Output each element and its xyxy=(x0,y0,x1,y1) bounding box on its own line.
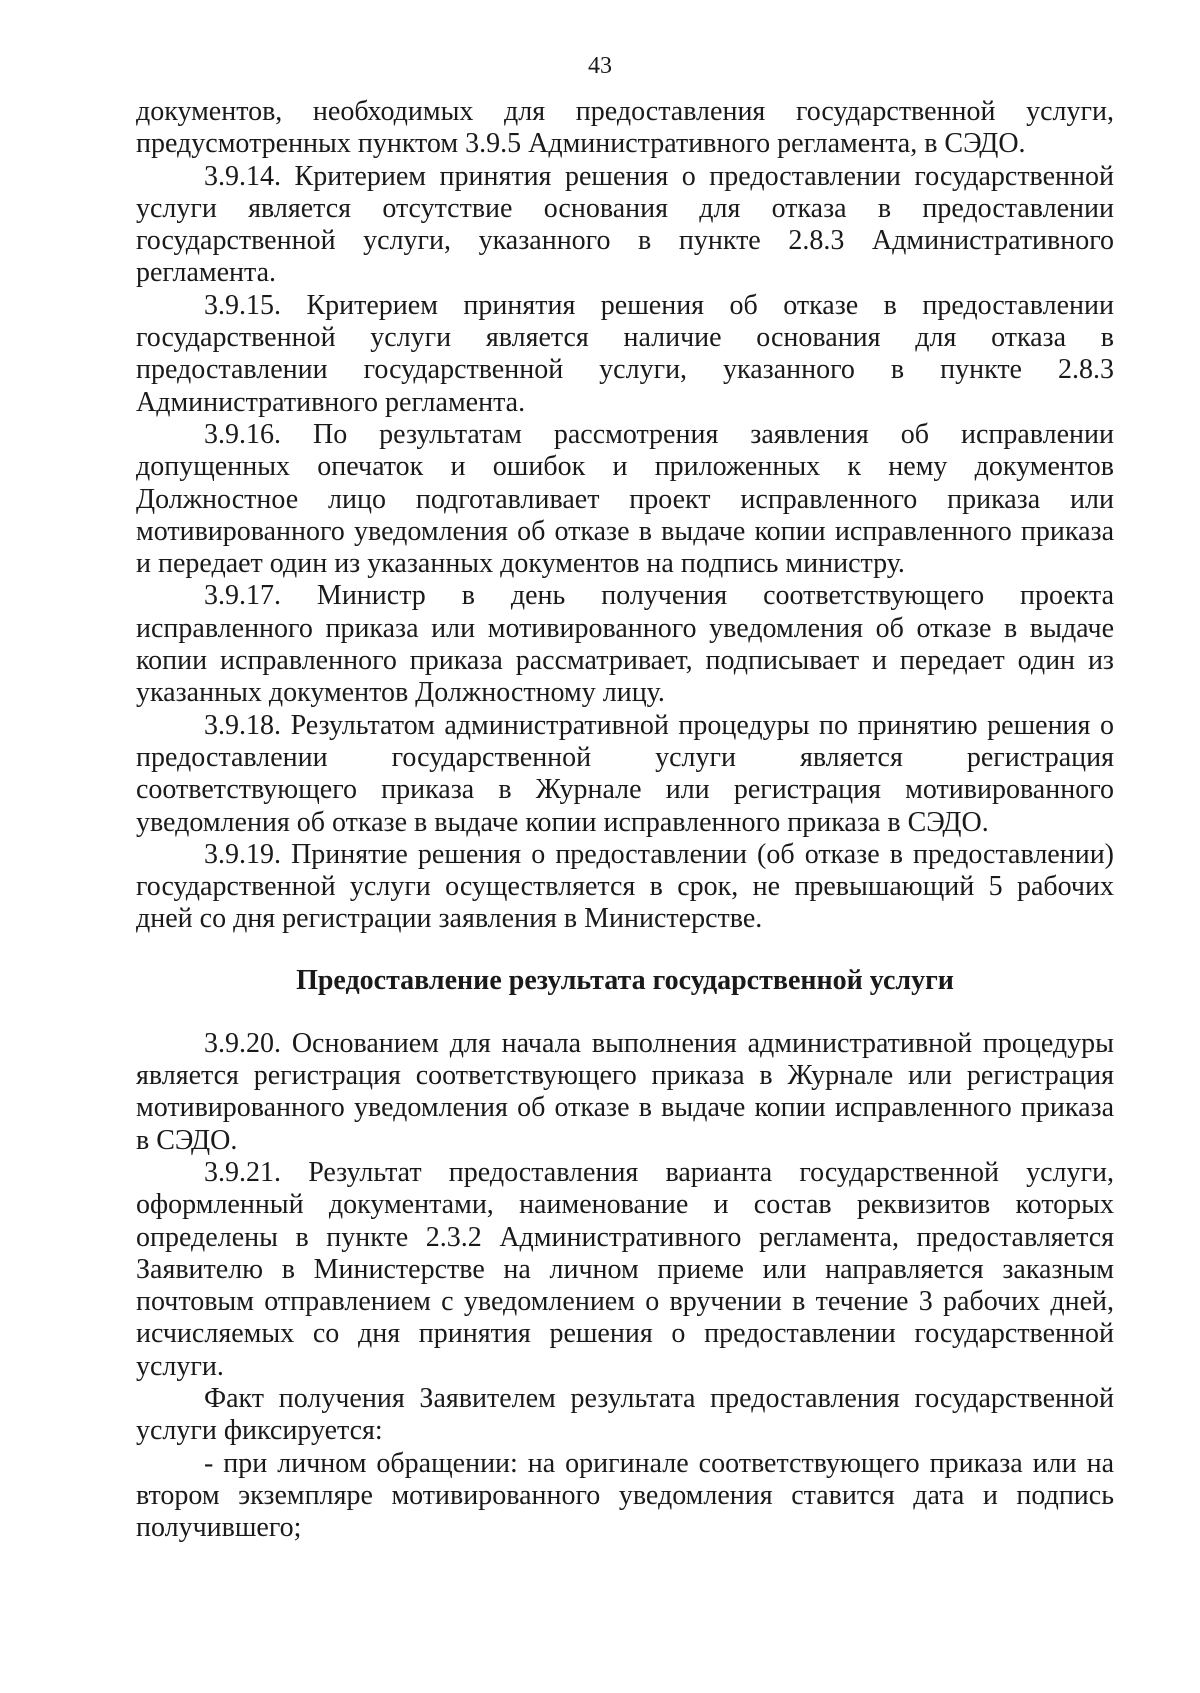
paragraph-continuation: документов, необходимых для предоставления государственной услуги, предусмотренных пунктом 3.9.5 Административного регламента, в СЭДО. xyxy=(136,96,1114,160)
paragraph-3-9-19: 3.9.19. Принятие решения о предоставлении (об отказе в предоставлении) государственной услуги осуществляется в срок, не превышающий 5 рабочих дней со дня регистрации заявления в Министерстве. xyxy=(136,838,1114,935)
page-number: 43 xyxy=(588,53,612,79)
paragraph-3-9-15: 3.9.15. Критерием принятия решения об отказе в предоставлении государственной услуги является наличие основания для отказа в предоставлении государственной услуги, указанного в пункте 2.8.3 Административного регламента. xyxy=(136,289,1114,418)
section-heading: Предоставление результата государственной услуги xyxy=(296,964,954,996)
paragraph-3-9-18: 3.9.18. Результатом административной процедуры по принятию решения о предоставлении государственной услуги является регистрация соответствующего приказа в Журнале или регистрация мотивированного уведомления об отказе в выдаче копии исправленного приказа в СЭДО. xyxy=(136,709,1114,838)
paragraph-fact-of-receipt: Факт получения Заявителем результата предоставления государственной услуги фиксируется: xyxy=(136,1382,1114,1447)
list-item-personal-visit: - при личном обращении: на оригинале соответствующего приказа или на втором экземпляре мотивированного уведомления ставится дата и подпись получившего; xyxy=(136,1447,1114,1544)
paragraph-3-9-16: 3.9.16. По результатам рассмотрения заявления об исправлении допущенных опечаток и ошибок и приложенных к нему документов Должностное лицо подготавливает проект исправленного приказа или мотивированного уведомления об отказе в выдаче копии исправленного приказа и передает один из указанных документов на подпись министру. xyxy=(136,418,1114,580)
paragraph-3-9-20: 3.9.20. Основанием для начала выполнения административной процедуры является регистрация соответствующего приказа в Журнале или регистрация мотивированного уведомления об отказе в выдаче копии исправленного приказа в СЭДО. xyxy=(136,1027,1114,1156)
paragraph-3-9-17: 3.9.17. Министр в день получения соответствующего проекта исправленного приказа или мотивированного уведомления об отказе в выдаче копии исправленного приказа рассматривает, подписывает и передает один из указанных документов Должностному лицу. xyxy=(136,580,1114,709)
document-body xyxy=(136,96,1114,1544)
paragraph-3-9-14: 3.9.14. Критерием принятия решения о предоставлении государственной услуги является отсутствие основания для отказа в предоставлении государственной услуги, указанного в пункте 2.8.3 Административного регламента. xyxy=(136,160,1114,289)
paragraph-3-9-21: 3.9.21. Результат предоставления варианта государственной услуги, оформленный документами, наименование и состав реквизитов которых определены в пункте 2.3.2 Административного регламента, предоставляется Заявителю в Министерстве на личном приеме или направляется заказным почтовым отправлением с уведомлением о вручении в течение 3 рабочих дней, исчисляемых со дня принятия решения о предоставлении государственной услуги. xyxy=(136,1156,1114,1382)
